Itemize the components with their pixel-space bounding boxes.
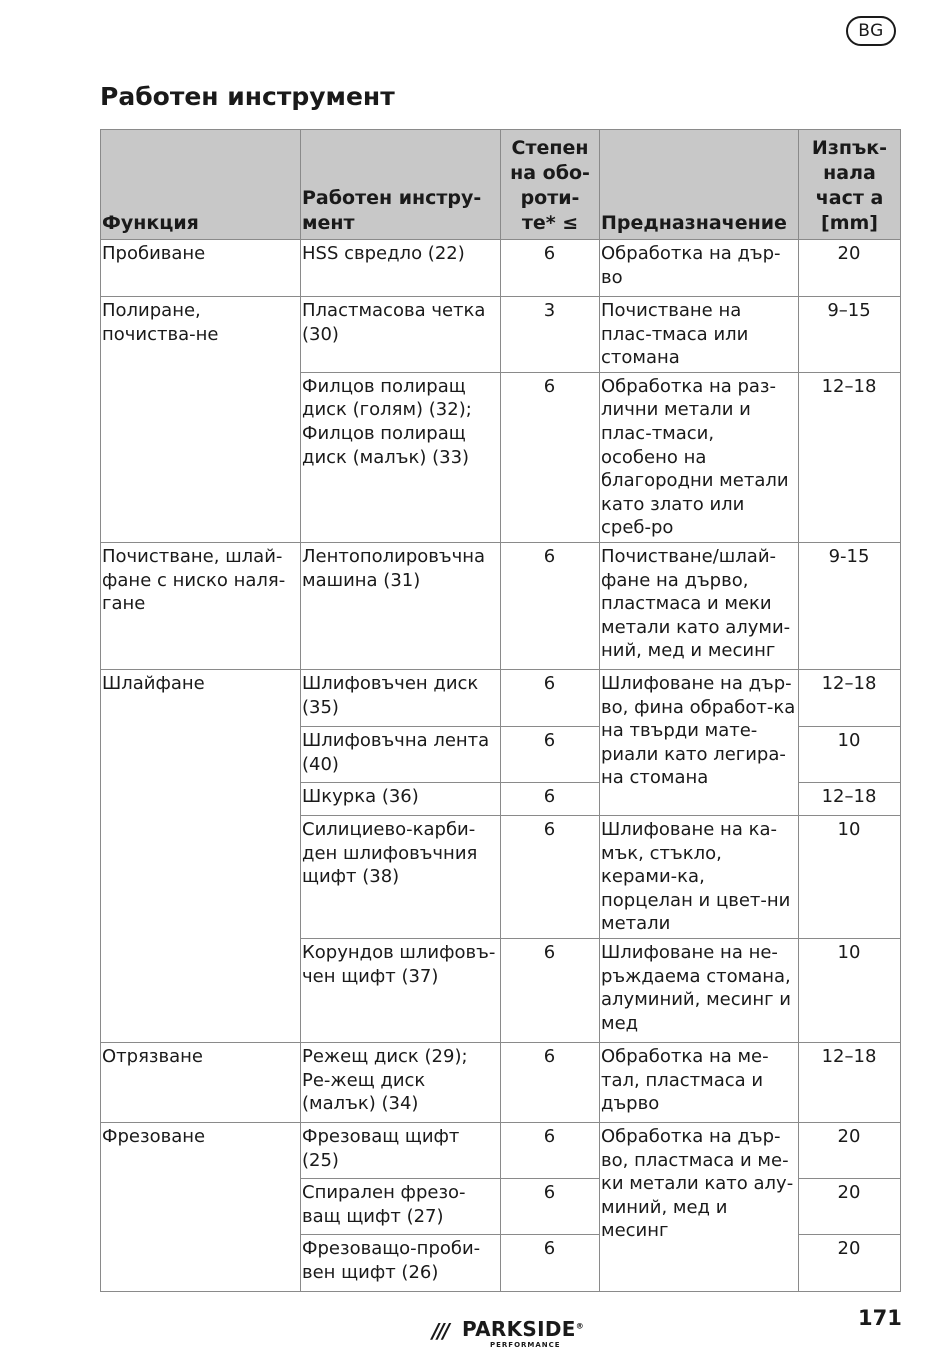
cell-function: Отрязване bbox=[101, 1042, 301, 1122]
header-protrusion: Изпък-нала част a [mm] bbox=[799, 130, 901, 240]
cell-speed: 6 bbox=[501, 1042, 600, 1122]
tool-table bbox=[100, 129, 901, 1292]
cell-purpose: Обработка на раз-лични метали и плас-тмаси, особено на благородни метали като злато или среб-ро bbox=[600, 372, 799, 542]
cell-protrusion: 12–18 bbox=[799, 372, 901, 542]
cell-protrusion: 20 bbox=[799, 1178, 901, 1234]
cell-protrusion: 12–18 bbox=[799, 669, 901, 726]
cell-purpose: Шлифоване на ка-мък, стъкло, керами-ка, порцелан и цвет-ни метали bbox=[600, 815, 799, 938]
cell-protrusion: 20 bbox=[799, 240, 901, 297]
cell-speed: 6 bbox=[501, 372, 600, 542]
cell-speed: 6 bbox=[501, 726, 600, 782]
logo-name: PARKSIDE bbox=[462, 1317, 576, 1341]
cell-purpose: Почистване на плас-тмаса или стомана bbox=[600, 297, 799, 373]
cell-tool: Шлифовъчна лента (40) bbox=[301, 726, 501, 782]
cell-tool: Фрезоващо-проби-вен щифт (26) bbox=[301, 1234, 501, 1291]
cell-protrusion: 12–18 bbox=[799, 782, 901, 815]
cell-speed: 6 bbox=[501, 815, 600, 938]
header-speed: Степен на обо-роти-те* ≤ bbox=[501, 130, 600, 240]
cell-speed: 6 bbox=[501, 1234, 600, 1291]
cell-protrusion: 10 bbox=[799, 726, 901, 782]
cell-tool: Пластмасова четка (30) bbox=[301, 297, 501, 373]
cell-tool: Филцов полиращ диск (голям) (32); Филцов полиращ диск (малък) (33) bbox=[301, 372, 501, 542]
cell-protrusion: 20 bbox=[799, 1234, 901, 1291]
cell-speed: 6 bbox=[501, 240, 600, 297]
language-badge: BG bbox=[846, 16, 896, 46]
cell-function: Пробиване bbox=[101, 240, 301, 297]
cell-speed: 6 bbox=[501, 1178, 600, 1234]
table-row bbox=[101, 1122, 901, 1178]
cell-function: Почистване, шлай-фане с ниско наля-гане bbox=[101, 542, 301, 669]
cell-purpose: Шлифоване на не-ръждаема стомана, алуминий, месинг и мед bbox=[600, 938, 799, 1042]
logo-subtitle: PERFORMANCE bbox=[490, 1341, 561, 1349]
cell-purpose: Обработка на дър-во bbox=[600, 240, 799, 297]
cell-function: Полиране, почиства-не bbox=[101, 297, 301, 543]
header-function: Функция bbox=[101, 130, 301, 240]
cell-speed: 6 bbox=[501, 542, 600, 669]
cell-protrusion: 20 bbox=[799, 1122, 901, 1178]
logo-registered-mark: ® bbox=[575, 1321, 585, 1331]
cell-tool: Корундов шлифовъ-чен щифт (37) bbox=[301, 938, 501, 1042]
table-row bbox=[101, 240, 901, 297]
header-purpose: Предназначение bbox=[600, 130, 799, 240]
section-title: Работен инструмент bbox=[100, 82, 395, 111]
parkside-logo bbox=[432, 1316, 585, 1350]
cell-tool: Спирален фрезо-ващ щифт (27) bbox=[301, 1178, 501, 1234]
table-row bbox=[101, 297, 901, 373]
logo-slashes-icon: /// bbox=[432, 1319, 448, 1343]
cell-tool: Силициево-карби-ден шлифовъчния щифт (38) bbox=[301, 815, 501, 938]
cell-function: Фрезоване bbox=[101, 1122, 301, 1291]
cell-protrusion: 10 bbox=[799, 815, 901, 938]
table-row bbox=[101, 1042, 901, 1122]
cell-tool: Шкурка (36) bbox=[301, 782, 501, 815]
header-tool: Работен инстру-мент bbox=[301, 130, 501, 240]
cell-tool: Лентополировъчна машина (31) bbox=[301, 542, 501, 669]
cell-speed: 6 bbox=[501, 782, 600, 815]
cell-speed: 3 bbox=[501, 297, 600, 373]
table-row bbox=[101, 542, 901, 669]
logo-wordmark bbox=[462, 1317, 584, 1341]
cell-protrusion: 12–18 bbox=[799, 1042, 901, 1122]
table-header-row bbox=[101, 130, 901, 240]
cell-protrusion: 10 bbox=[799, 938, 901, 1042]
cell-protrusion: 9-15 bbox=[799, 542, 901, 669]
cell-speed: 6 bbox=[501, 938, 600, 1042]
cell-speed: 6 bbox=[501, 669, 600, 726]
cell-purpose: Шлифоване на дър-во, фина обработ-ка на твърди мате-риали като легира-на стомана bbox=[600, 669, 799, 815]
cell-tool: Шлифовъчен диск (35) bbox=[301, 669, 501, 726]
table-row bbox=[101, 669, 901, 726]
cell-purpose: Почистване/шлай-фане на дърво, пластмаса и меки метали като алуми-ний, мед и месинг bbox=[600, 542, 799, 669]
cell-protrusion: 9–15 bbox=[799, 297, 901, 373]
page-number: 171 bbox=[858, 1306, 902, 1330]
cell-purpose: Обработка на дър-во, пластмаса и ме-ки метали като алу-миний, мед и месинг bbox=[600, 1122, 799, 1291]
cell-purpose: Обработка на ме-тал, пластмаса и дърво bbox=[600, 1042, 799, 1122]
cell-tool: HSS свредло (22) bbox=[301, 240, 501, 297]
cell-speed: 6 bbox=[501, 1122, 600, 1178]
cell-tool: Режещ диск (29); Ре-жещ диск (малък) (34) bbox=[301, 1042, 501, 1122]
cell-function: Шлайфане bbox=[101, 669, 301, 1042]
cell-tool: Фрезоващ щифт (25) bbox=[301, 1122, 501, 1178]
